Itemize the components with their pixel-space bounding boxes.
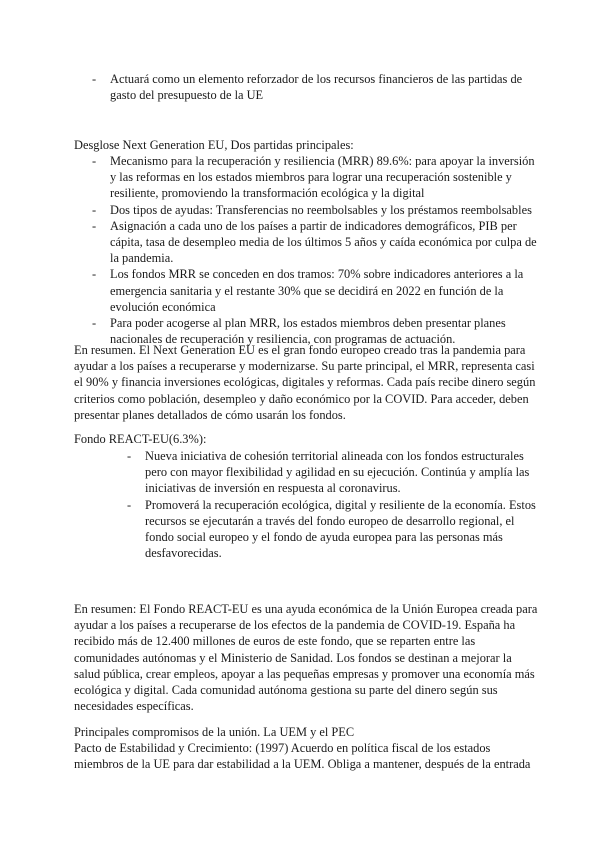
list-item-line: recursos se ejecutarán a través del fondo europeo de desarrollo regional, el (145, 513, 515, 528)
list-item-line: Actuará como un elemento reforzador de los recursos financieros de las partidas de (110, 72, 523, 86)
react-summary-line: necesidades específicas. (74, 699, 194, 714)
react-summary-line: ecológica y digital. Cada comunidad autónoma gestiona su parte del dinero según sus (74, 683, 498, 698)
react-summary-line: recibido más de 12.400 millones de euros de este fondo, que se reparten entre las (74, 634, 476, 649)
commitments-line: Pacto de Estabilidad y Crecimiento: (1997) Acuerdo en política fiscal de los estados (74, 741, 491, 756)
list-item-line: Para poder acogerse al plan MRR, los estados miembros deben presentar planes (110, 316, 506, 331)
list-item-line: evolución económica (110, 299, 216, 314)
list-item (92, 71, 523, 103)
list-item-line: Nueva iniciativa de cohesión territorial alineada con los fondos estructurales (145, 449, 524, 463)
ngeu-summary-line: el 90% y financia inversiones ecológicas, digitales y reformas. Cada país recibe dinero según (74, 375, 536, 390)
dash-bullet: - (92, 72, 97, 86)
dash-bullet: - (92, 316, 97, 331)
list-item-line: Dos tipos de ayudas: Transferencias no reembolsables y los préstamos reembolsables (110, 202, 532, 217)
ngeu-summary-line: En resumen. El Next Generation EU es el gran fondo europeo creado tras la pandemia para (74, 343, 526, 357)
list-item-line: iniciativas de inversión en respuesta al coronavirus. (145, 481, 401, 496)
dash-bullet: - (92, 218, 97, 233)
react-summary-line: ayudar a los países a recuperarse de los efectos de la pandemia de COVID-19. España ha (74, 618, 516, 633)
react-list-block (127, 448, 536, 561)
list-item-line: gasto del presupuesto de la UE (110, 88, 264, 103)
react-summary (74, 601, 537, 714)
list-item-line: cápita, tasa de desempleo media de los últimos 5 años y caída económica por culpa de (110, 235, 537, 250)
ngeu-summary-line: ayudar a los países a recuperarse y modernizarse. Su parte principal, el MRR, representa casi (74, 359, 535, 374)
react-summary-line: En resumen: El Fondo REACT-EU es una ayuda económica de la Unión Europea creada para (74, 602, 538, 616)
list-item (127, 448, 536, 497)
list-item-line: pero con mayor flexibilidad y agilidad en su ejecución. Continúa y amplía las (145, 465, 530, 480)
commitments-section (74, 724, 530, 773)
ngeu-list (92, 153, 537, 347)
commitments-line: miembros de la UE para dar estabilidad a la UEM. Obliga a mantener, después de la entrada (74, 757, 531, 772)
list-item-line: Asignación a cada uno de los países a partir de indicadores demográficos, PIB per (110, 218, 517, 233)
intro-list (92, 71, 523, 103)
ngeu-summary-line: criterios como población, desempleo y daño económico por la COVID. Para acceder, deben (74, 391, 529, 406)
list-item (92, 266, 537, 315)
list-item-line: y las reformas en los estados miembros para lograr una recuperación sostenible y (110, 170, 512, 185)
dash-bullet: - (92, 202, 97, 217)
list-item-line: resiliente, promoviendo la transformación ecológica y la digital (110, 186, 425, 201)
ngeu-heading-block (74, 137, 354, 153)
list-item (92, 218, 537, 267)
list-item-line: fondo social europeo y el fondo de ayuda europea para las personas más (145, 530, 503, 545)
list-item (127, 497, 536, 562)
list-item-line: Mecanismo para la recuperación y resiliencia (MRR) 89.6%: para apoyar la inversión (110, 154, 535, 168)
ngeu-summary-line: presentar planes detallados de cómo usarán los fondos. (74, 407, 346, 422)
react-list (127, 448, 536, 561)
react-heading: Fondo REACT-EU(6.3%): (74, 432, 207, 446)
intro-list-block (92, 71, 523, 103)
list-item-line: Promoverá la recuperación ecológica, digital y resiliente de la economía. Estos (145, 497, 536, 512)
list-item-line: emergencia sanitaria y el restante 30% que se decidirá en 2022 en función de la (110, 283, 504, 298)
react-summary-line: comunidades autónomas y el Ministerio de Sanidad. Los fondos se destinan a mejorar la (74, 650, 512, 665)
list-item-line: desfavorecidas. (145, 546, 222, 561)
dash-bullet: - (92, 154, 97, 168)
commitments-heading: Principales compromisos de la unión. La UEM y el PEC (74, 725, 355, 739)
list-item-line: la pandemia. (110, 251, 174, 266)
list-item-line: Los fondos MRR se conceden en dos tramos: 70% sobre indicadores anteriores a la (110, 267, 524, 282)
list-item (92, 202, 537, 218)
list-item-line: nacionales de recuperación y resiliencia, con programas de actuación. (110, 332, 456, 347)
list-item (92, 153, 537, 202)
dash-bullet: - (92, 267, 97, 282)
react-heading-block (74, 431, 206, 447)
dash-bullet: - (127, 497, 132, 512)
ngeu-summary (74, 342, 535, 423)
dash-bullet: - (127, 449, 132, 463)
ngeu-list-block (92, 153, 537, 347)
ngeu-heading: Desglose Next Generation EU, Dos partidas principales: (74, 138, 354, 152)
react-summary-line: salud pública, crear empleos, apoyar a las pequeñas empresas y promover una economía más (74, 666, 535, 681)
